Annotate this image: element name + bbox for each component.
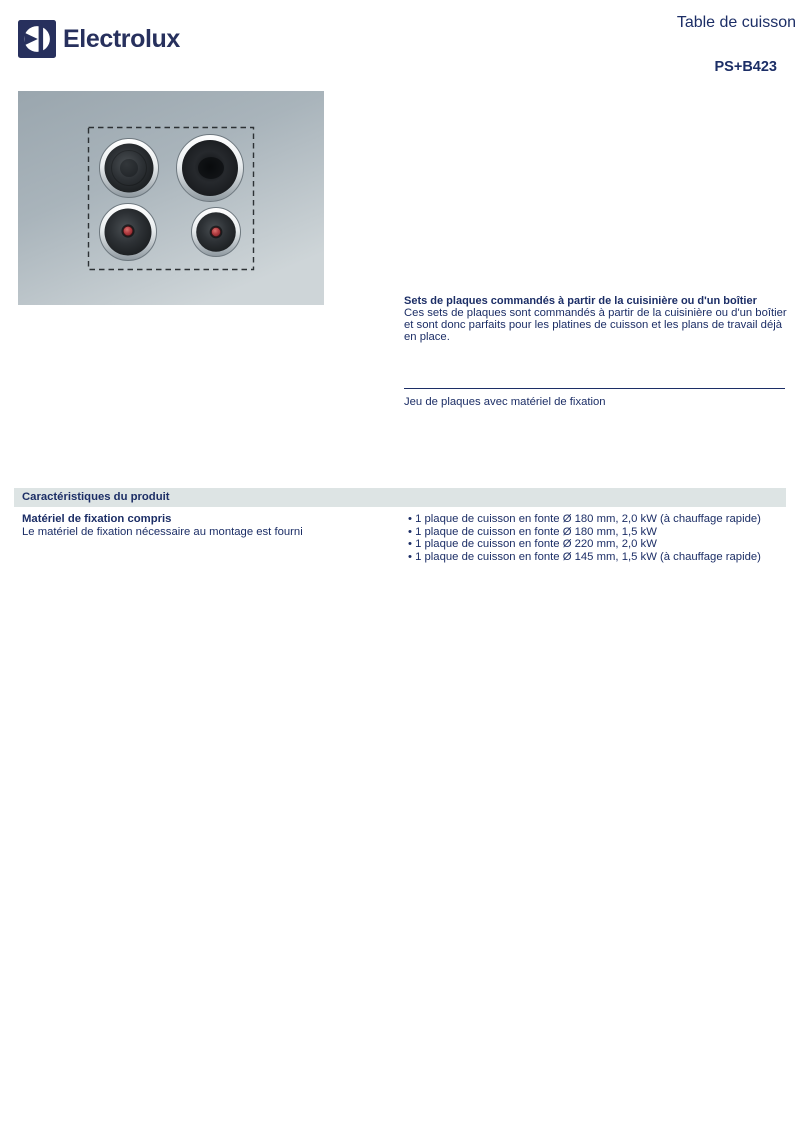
electrolux-logo bbox=[18, 20, 180, 58]
description-body: Ces sets de plaques sont commandés à partir de la cuisinière ou d'un boîtier et sont donc parfaits pour les platines de cuisson et les plans de travail déjà en place. bbox=[404, 307, 787, 343]
product-description bbox=[404, 295, 788, 344]
feature-bullet: • 1 plaque de cuisson en fonte Ø 220 mm, 2,0 kW bbox=[408, 538, 794, 551]
description-heading: Sets de plaques commandés à partir de la cuisinière ou d'un boîtier bbox=[404, 295, 757, 307]
electrolux-symbol-icon bbox=[18, 20, 56, 58]
cooktop-image bbox=[18, 91, 324, 305]
burner-top-right bbox=[177, 135, 244, 202]
feature-heading: Matériel de fixation compris bbox=[22, 513, 172, 525]
description-subline: Jeu de plaques avec matériel de fixation bbox=[404, 396, 606, 408]
feature-left-column bbox=[22, 513, 392, 538]
burner-top-left bbox=[100, 139, 159, 198]
product-photo bbox=[18, 91, 324, 305]
rapid-plate-red-dot bbox=[123, 226, 133, 236]
stainless-panel bbox=[18, 91, 324, 305]
section-header-caracteristiques bbox=[14, 488, 786, 507]
feature-bullet: • 1 plaque de cuisson en fonte Ø 180 mm, 1,5 kW bbox=[408, 526, 794, 539]
burner-bottom-left bbox=[100, 204, 157, 261]
burner-bottom-right bbox=[192, 208, 241, 257]
feature-bullet: • 1 plaque de cuisson en fonte Ø 180 mm, 2,0 kW (à chauffage rapide) bbox=[408, 513, 794, 526]
product-model: PS+B423 bbox=[714, 59, 777, 75]
page-title: Table de cuisson bbox=[676, 14, 796, 31]
divider-line bbox=[404, 388, 785, 389]
rapid-plate-red-dot bbox=[211, 227, 220, 236]
feature-body: Le matériel de fixation nécessaire au montage est fourni bbox=[22, 525, 303, 538]
feature-bullet-list bbox=[408, 513, 794, 564]
feature-bullet: • 1 plaque de cuisson en fonte Ø 145 mm, 1,5 kW (à chauffage rapide) bbox=[408, 551, 794, 564]
section-title: Caractéristiques du produit bbox=[22, 491, 170, 503]
brand-wordmark: Electrolux bbox=[63, 24, 180, 53]
